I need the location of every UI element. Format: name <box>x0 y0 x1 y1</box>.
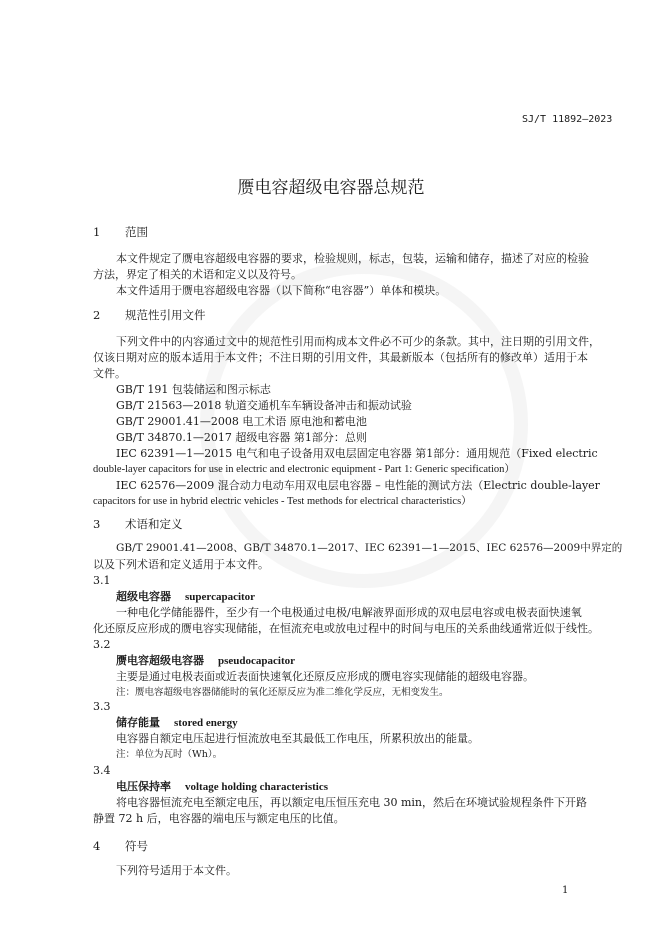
document-title: 赝电容超级电容器总规范 <box>237 178 425 198</box>
term-heading <box>116 654 295 668</box>
term-heading <box>116 780 328 794</box>
reference-item: GB/T 21563—2018 轨道交通机车车辆设备冲击和振动试验 <box>116 399 412 412</box>
term-english: supercapacitor <box>185 591 256 603</box>
reference-item: GB/T 34870.1—2017 超级电容器 第1部分：总则 <box>116 431 367 444</box>
section-4-heading: 符号 <box>125 839 148 853</box>
term-heading <box>116 590 255 604</box>
section-1-heading: 范围 <box>125 225 148 239</box>
term-number: 3.2 <box>93 638 111 651</box>
reference-item-iec-line: double-layer capacitors for use in electric and electronic equipment - Part 1: Generic specification） <box>93 464 515 475</box>
term-chinese: 电压保持率 <box>116 780 171 793</box>
term-definition-line: 主要是通过电极表面或近表面快速氧化还原反应形成的赝电容实现储能的超级电容器。 <box>116 670 534 683</box>
section-3-number: 3 <box>93 517 101 531</box>
term-number: 3.4 <box>93 764 111 777</box>
section-1-number: 1 <box>93 225 101 239</box>
reference-item: GB/T 191 包装储运和图示标志 <box>116 383 271 396</box>
section-2-number: 2 <box>93 308 101 322</box>
section-4-paragraph: 下列符号适用于本文件。 <box>116 864 237 877</box>
section-2-intro-line: 文件。 <box>93 367 126 380</box>
term-chinese: 储存能量 <box>116 716 160 729</box>
term-definition-line: 化还原反应形成的赝电容实现储能，在恒流充电或放电过程中的时间与电压的关系曲线通常近似于线性。 <box>93 622 599 635</box>
standard-number: SJ/T 11892—2023 <box>522 114 613 125</box>
term-definition-line: 电容器自额定电压起进行恒流放电至其最低工作电压，所累积放出的能量。 <box>116 732 479 745</box>
term-chinese: 赝电容超级电容器 <box>116 654 204 667</box>
section-2-intro-line: 下列文件中的内容通过文中的规范性引用而构成本文件必不可少的条款。其中，注日期的引用文件， <box>116 335 600 348</box>
term-english: voltage holding characteristics <box>185 781 328 793</box>
reference-item-iec-line: capacitors for use in hybrid electric vehicles - Test methods for electrical characteristics） <box>93 496 472 507</box>
term-definition-line: 将电容器恒流充电至额定电压，再以额定电压恒压充电 30 min，然后在环境试验规程条件下开路 <box>116 796 588 809</box>
section-1-paragraph-line: 方法，界定了相关的术语和定义以及符号。 <box>93 268 302 281</box>
section-2-intro-line: 仅该日期对应的版本适用于本文件；不注日期的引用文件，其最新版本（包括所有的修改单）适用于本 <box>93 351 588 364</box>
page-number: 1 <box>562 885 569 896</box>
term-definition-line: 静置 72 h 后，电容器的端电压与额定电压的比值。 <box>93 812 345 825</box>
term-english: pseudocapacitor <box>218 655 295 667</box>
section-1-paragraph: 本文件适用于赝电容超级电容器（以下简称“电容器”）单体和模块。 <box>116 284 447 297</box>
section-3-intro-line: GB/T 29001.41—2008、GB/T 34870.1—2017、IEC 62391—1—2015、IEC 62576—2009中界定的 <box>116 542 623 554</box>
term-note: 注：单位为瓦时（Wh）。 <box>116 749 223 760</box>
section-3-intro-line: 以及下列术语和定义适用于本文件。 <box>93 558 269 571</box>
section-3-heading: 术语和定义 <box>125 517 183 531</box>
term-heading <box>116 716 238 730</box>
reference-item-iec-line: IEC 62576—2009 混合动力电动车用双电层电容器 – 电性能的测试方法（Electric double-layer <box>116 479 600 492</box>
term-definition-line: 一种电化学储能器件，至少有一个电极通过电极/电解液界面形成的双电层电容或电极表面快速氧 <box>116 606 582 619</box>
section-4-number: 4 <box>93 839 101 853</box>
term-english: stored energy <box>174 717 238 729</box>
reference-item: GB/T 29001.41—2008 电工术语 原电池和蓄电池 <box>116 415 367 428</box>
term-note: 注：赝电容超级电容器储能时的氧化还原反应为准二维化学反应，无相变发生。 <box>116 687 449 698</box>
term-chinese: 超级电容器 <box>116 590 171 603</box>
term-number: 3.1 <box>93 574 111 587</box>
section-2-heading: 规范性引用文件 <box>125 308 206 322</box>
reference-item-iec-line: IEC 62391—1—2015 电气和电子设备用双电层固定电容器 第1部分：通用规范（Fixed electric <box>116 447 598 460</box>
section-1-paragraph-line: 本文件规定了赝电容超级电容器的要求，检验规则，标志，包装，运输和储存，描述了对应的检验 <box>116 252 589 265</box>
term-number: 3.3 <box>93 700 111 713</box>
